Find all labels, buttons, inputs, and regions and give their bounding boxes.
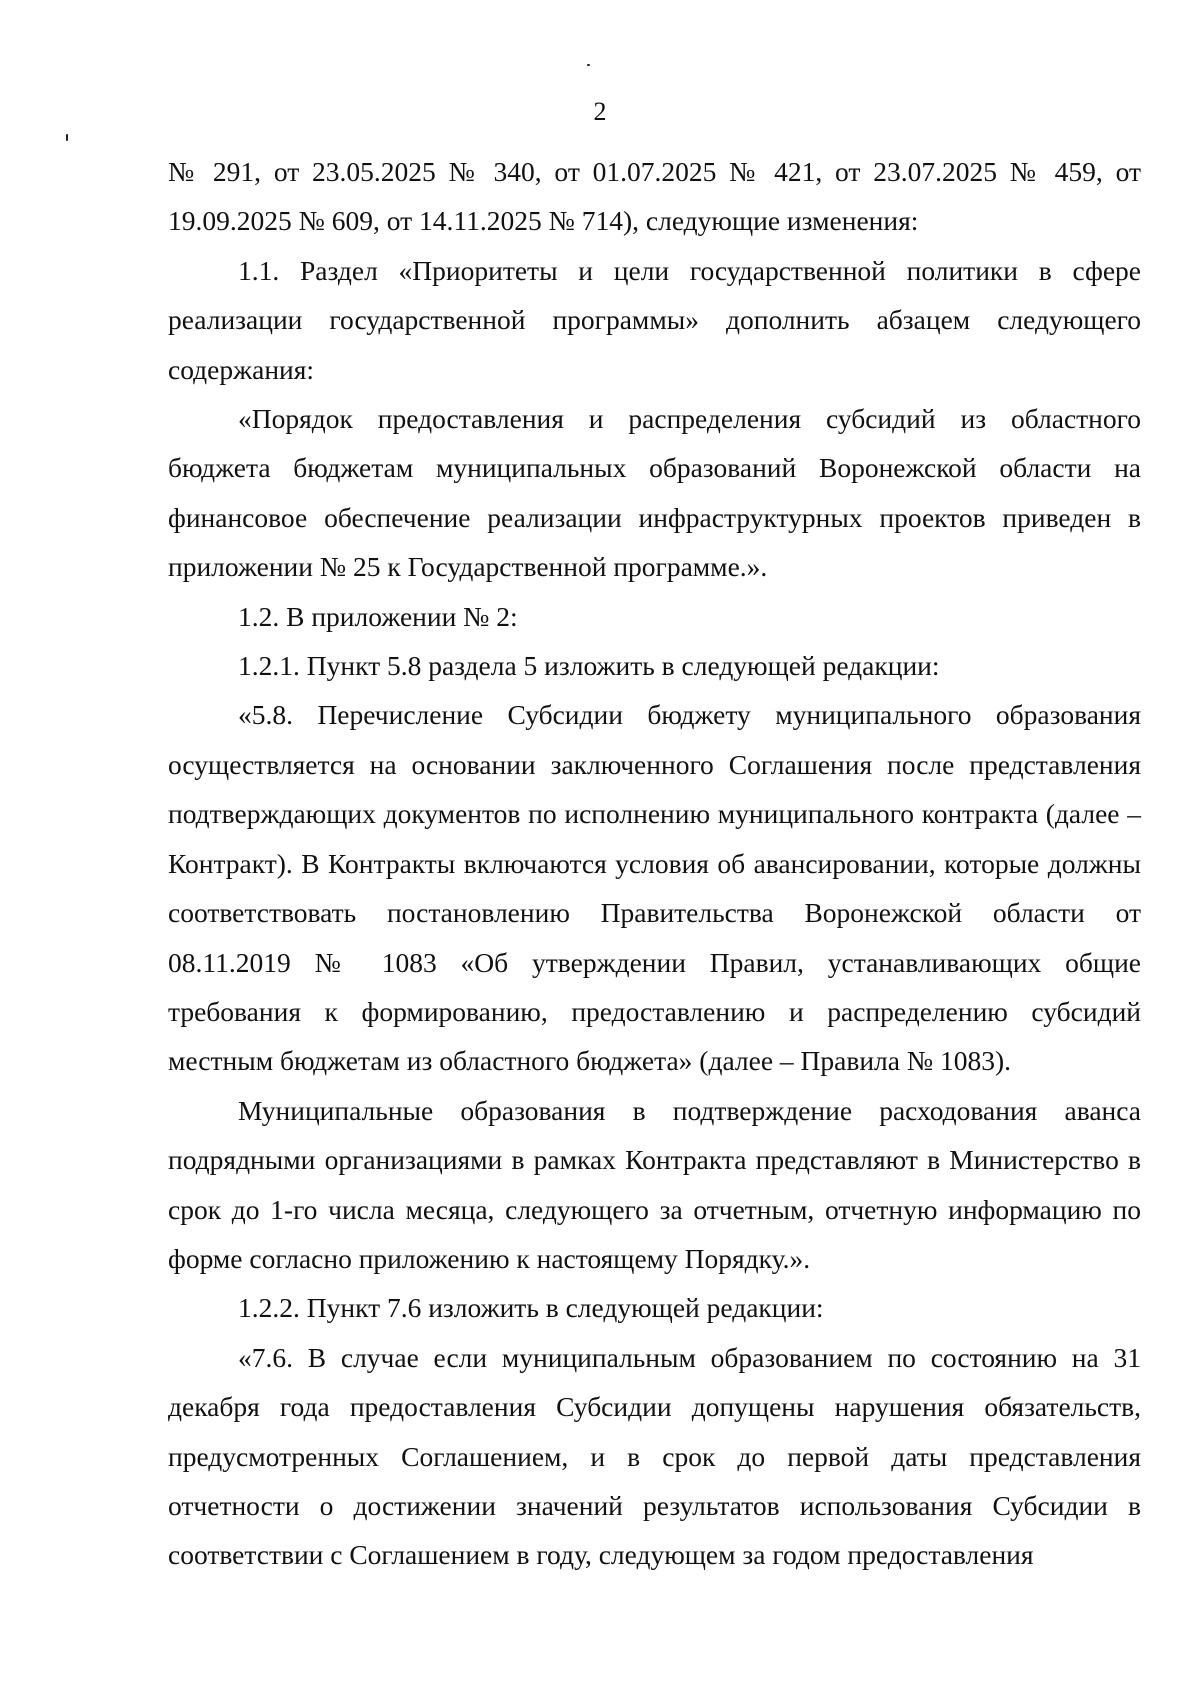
paragraph-8: 1.2.2. Пункт 7.6 изложить в следующей редакции:: [238, 1292, 824, 1324]
paragraph-3: «Порядок предоставления и распределения субсидий из областного бюджета бюджетам муниципальных образований Воронежской области на финансовое обеспечение реализации инфраструктурных проектов приведен в приложении № 25 к Государственной программе.».: [168, 403, 1141, 583]
paragraph-6: «5.8. Перечисление Субсидии бюджету муниципального образования осуществляется на основании заключенного Соглашения после представления подтверждающих документов по исполнению муниципального контракта (далее – Контракт). В Контракты включаются условия об авансировании, которые должны соответствовать постановлению Правительства Воронежской области от 08.11.2019 № 1083 «Об утверждении Правил, устанавливающих общие требования к формированию, предоставлению и распределению субсидий местным бюджетам из областного бюджета» (далее – Правила № 1083).: [168, 699, 1141, 1077]
paragraph-5: 1.2.1. Пункт 5.8 раздела 5 изложить в следующей редакции:: [238, 650, 940, 682]
paragraph-2: 1.1. Раздел «Приоритеты и цели государственной политики в сфере реализации государственной программы» дополнить абзацем следующего содержания:: [168, 254, 1141, 385]
page-number: 2: [593, 97, 607, 126]
document-body: [168, 147, 1141, 1580]
paragraph-7: Муниципальные образования в подтверждение расходования аванса подрядными организациями в рамках Контракта представляют в Министерство в срок до 1-го числа месяца, следующего за отчетным, отчетную информацию по форме согласно приложению к настоящему Порядку.».: [168, 1094, 1141, 1274]
scan-speck: [587, 64, 590, 66]
paragraph-1: № 291, от 23.05.2025 № 340, от 01.07.2025 № 421, от 23.07.2025 № 459, от 19.09.2025 № 609, от 14.11.2025 № 714), следующие изменения:: [168, 156, 1141, 237]
paragraph-4: 1.2. В приложении № 2:: [238, 600, 518, 632]
scan-speck: [66, 134, 68, 141]
paragraph-9: «7.6. В случае если муниципальным образованием по состоянию на 31 декабря года предоставления Субсидии допущены нарушения обязательств, предусмотренных Соглашением, и в срок до первой даты представления отчетности о достижении значений результатов использования Субсидии в соответствии с Соглашением в году, следующем за годом предоставления: [168, 1341, 1141, 1571]
